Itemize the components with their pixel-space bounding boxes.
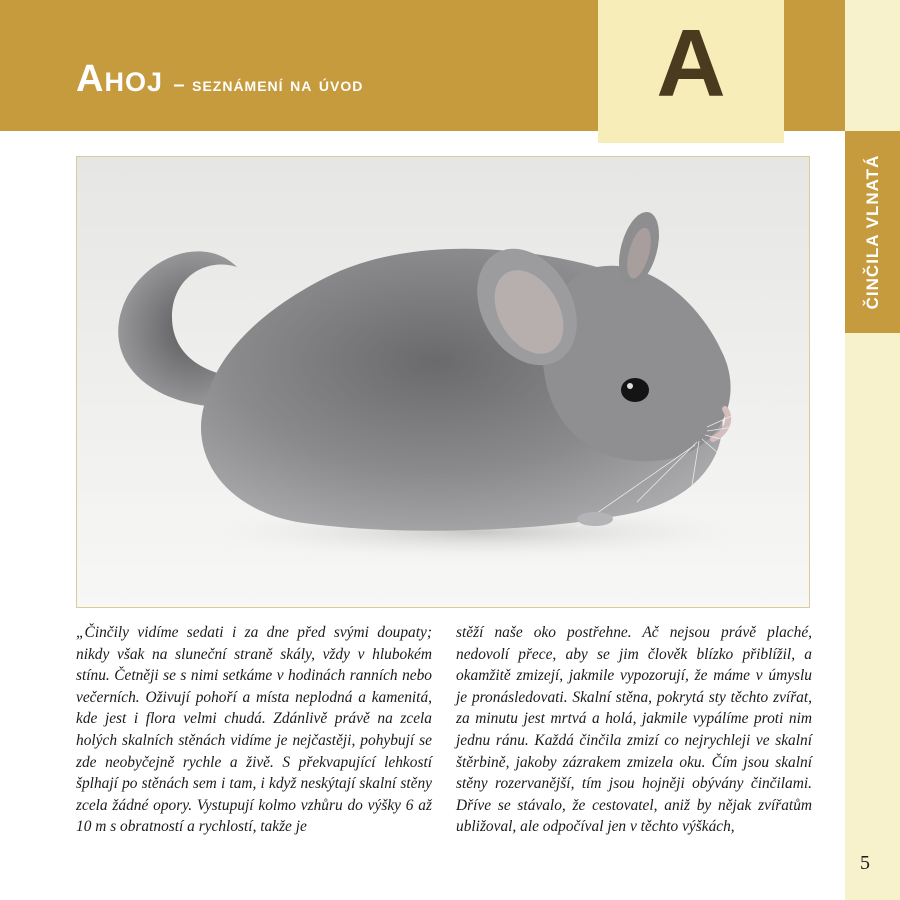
title-subtitle: – seznámení na úvod [173, 74, 364, 96]
side-tab-label: ČINČILA VLNATÁ [862, 154, 882, 310]
page-title [76, 58, 363, 101]
side-tab [845, 131, 900, 333]
chinchilla-photo [76, 156, 810, 608]
body-column-right: stěží naše oko postřehne. Ač nejsou právě plaché, nedovolí přece, aby se jim člověk blízko přiblížil, a okamžitě zmizejí, jakmile vypozorují, že máme v úmyslu je pronásledovati. Skalní stěna, pokrytá sty těchto zvířat, za minutu jest mrtvá a holá, jakmile vypálíme proti nim jednu ránu. Každá činčila zmizí co nejrychleji ve skalní štěrbině, jakoby zázrakem zmizela oku. Čím jsou skalní stěny rozervanější, tím jsou hojněji obývány činčilami. Dříve se stávalo, že cestovatel, aniž by nějak zvířatům ubližoval, ale odpočíval jen v těchto výškách, [456, 624, 812, 836]
chapter-letter-box [598, 0, 784, 143]
title-main: Ahoj [76, 58, 163, 100]
chinchilla-illustration [77, 157, 809, 607]
body-column-left: „Činčily vidíme sedati i za dne před svými doupaty; nikdy však na sluneční straně skály, vždy v hlubokém stínu. Četněji se s nimi setkáme v hodinách ranních nebo večerních. Oživují pohoří a místa neplodná a kamenitá, kde jest i flora velmi chudá. Zdánlivě právě na zcela holých skalních stěnách vidíme je nejčastěji, pohybují se zde neobyčejně rychle a živě. S překvapující lehkostí šplhají po stěnách sem i tam, i když neskýtají skalní stěny zcela žádné opory. Vystupují kolmo vzhůru do výšky 6 až 10 m s obratností a rychlostí, takže je [76, 624, 432, 836]
page-number: 5 [860, 852, 870, 874]
chapter-letter: A [656, 10, 726, 117]
